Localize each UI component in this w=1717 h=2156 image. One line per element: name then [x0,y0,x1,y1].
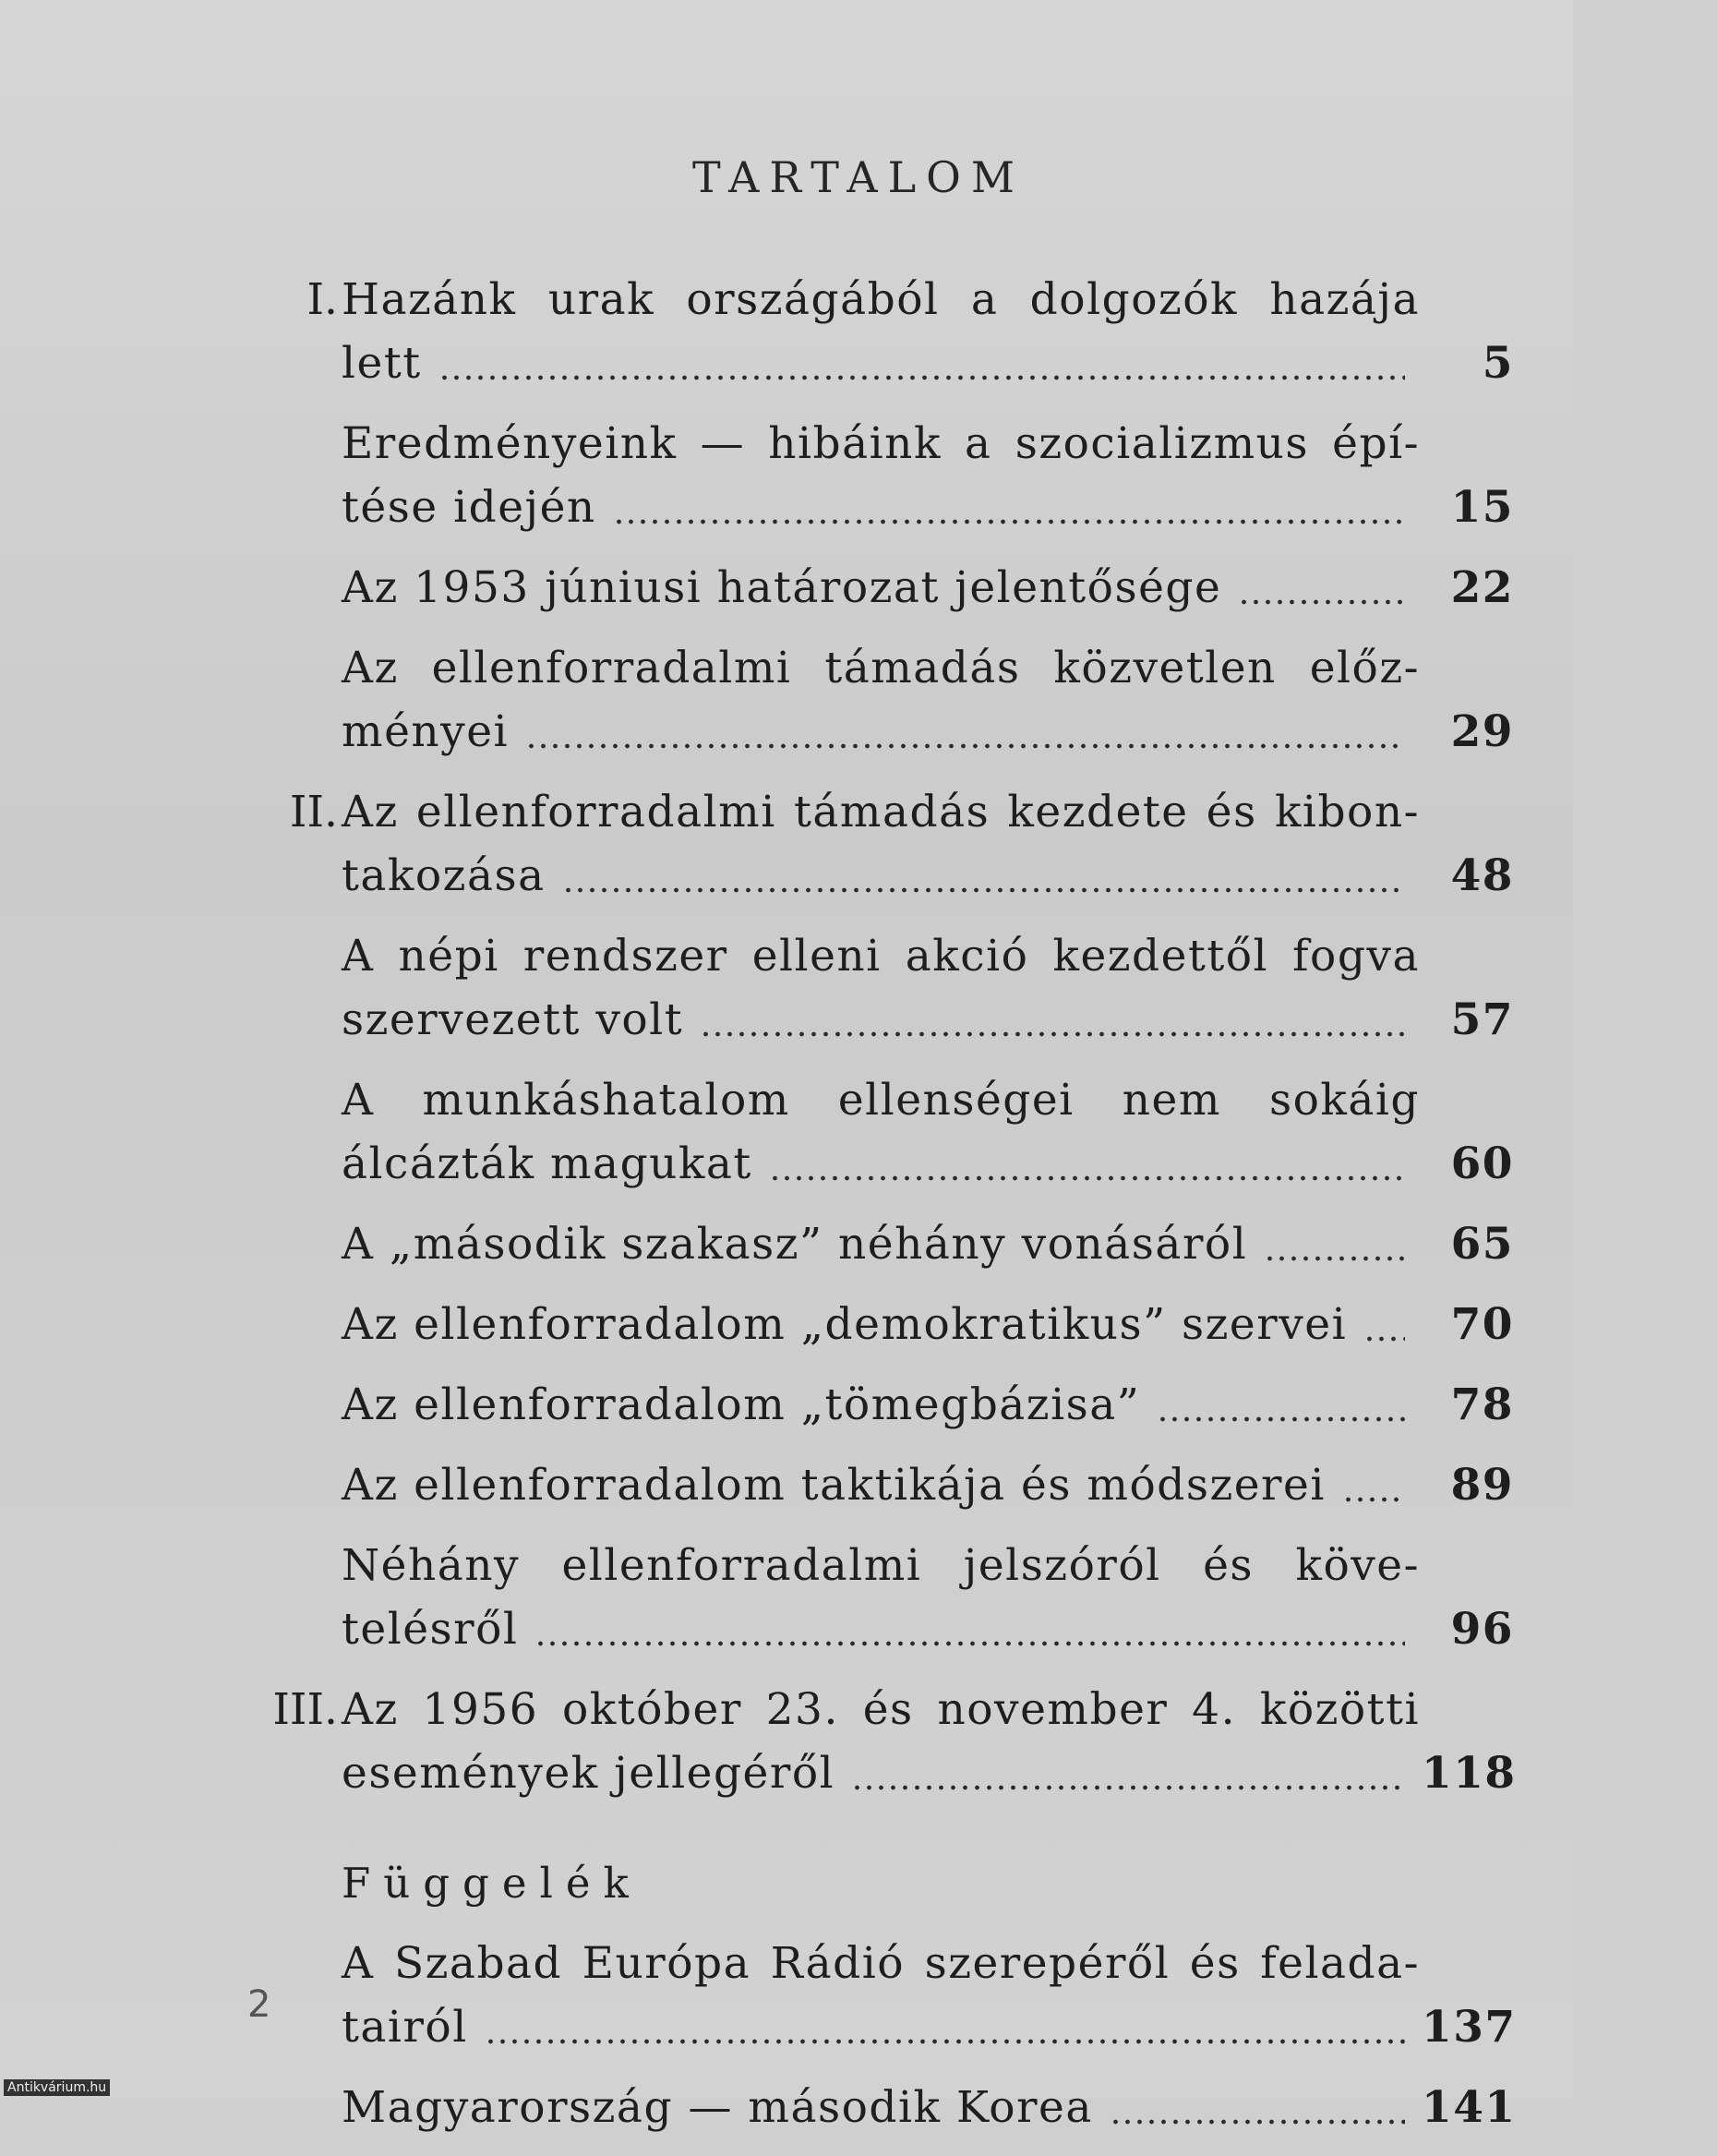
entry-title-line: tairól [342,2002,468,2053]
toc-entry [249,1932,1517,2059]
dot-leader [438,375,1405,380]
dot-leader [525,743,1405,749]
page-number: 5 [1482,338,1514,389]
page-number: 141 [1422,2082,1517,2133]
page-number: 89 [1450,1460,1514,1511]
entry-title-line: takozása [342,850,546,901]
chapter-number: I. [306,274,338,325]
entry-title-line: események jellegéről [342,1748,835,1799]
toc-entry [249,1373,1514,1437]
dot-leader [1238,599,1405,605]
dot-leader [700,1031,1405,1037]
entry-title-line: ményei [342,706,510,757]
dot-leader [485,2039,1405,2044]
dot-leader [851,1785,1405,1790]
entry-title-line: telésről [342,1604,519,1655]
toc-entry [249,2076,1517,2139]
page-number: 15 [1450,482,1514,533]
page-number: 48 [1450,850,1514,901]
appendix-heading: Függelék [342,1859,642,1908]
dot-leader [1157,1416,1405,1422]
toc-entry [249,1212,1514,1276]
toc-entry [249,1068,1514,1196]
entry-title-line: A népi rendszer elleni akció kezdettől fogva [342,931,1420,982]
dot-leader [562,887,1405,893]
toc-entry [249,924,1514,1052]
watermark: Antikvárium.hu [4,2079,110,2096]
dot-leader [613,519,1405,524]
toc-entry [249,412,1514,539]
dot-leader [769,1175,1405,1181]
page-title: TARTALOM [692,152,1025,202]
page-number: 29 [1450,706,1514,757]
entry-title-line: álcázták magukat [342,1138,752,1189]
page-number: 60 [1450,1138,1514,1189]
page-number: 137 [1422,2002,1517,2053]
toc-entry [249,780,1514,908]
toc-entry [249,556,1514,620]
table-of-contents [249,268,1517,2156]
entry-title-line: Az ellenforradalmi támadás kezdete és kibon- [342,787,1420,837]
toc-entry [249,1678,1517,1805]
page-number: 70 [1450,1299,1514,1350]
dot-leader [534,1641,1405,1646]
toc-entry [249,268,1514,395]
entry-title-line: Néhány ellenforradalmi jelszóról és köve- [342,1540,1420,1591]
entry-title-line: Hazánk urak országából a dolgozók hazája [342,274,1420,325]
entry-title-line: Eredményeink — hibáink a szocializmus épí- [342,418,1420,469]
entry-title-line: Magyarország — második Korea [342,2082,1093,2133]
dot-leader [1264,1256,1405,1261]
toc-entry [249,1534,1514,1661]
page-number: 118 [1422,1748,1517,1799]
dot-leader [1342,1497,1405,1502]
entry-title-line: Az 1956 október 23. és november 4. közötti [342,1684,1420,1735]
toc-entry [249,1453,1514,1517]
dot-leader [1110,2119,1405,2125]
dot-leader [1363,1336,1405,1342]
page-number: 78 [1450,1379,1514,1430]
toc-entry [249,1293,1514,1356]
page-number: 57 [1450,994,1514,1045]
entry-title-line: lett [342,338,422,389]
entry-title-line: Az 1953 júniusi határozat jelentősége [342,562,1222,613]
entry-title-line: Az ellenforradalmi támadás közvetlen előz- [342,643,1420,693]
page-folio: 2 [247,1983,271,2026]
entry-title-line: A „második szakasz” néhány vonásáról [342,1219,1248,1270]
entry-title-line: Az ellenforradalom taktikája és módszerei [342,1460,1326,1511]
page-number: 96 [1450,1604,1514,1655]
entry-title-line: A Szabad Európa Rádió szerepéről és felada- [342,1938,1420,1989]
toc-entry [249,636,1514,764]
chapter-number: III. [272,1684,338,1735]
page-number: 65 [1450,1219,1514,1270]
entry-title-line: tése idején [342,482,596,533]
entry-title-line: Az ellenforradalom „demokratikus” szervei [342,1299,1348,1350]
entry-title-line: szervezett volt [342,994,684,1045]
entry-title-line: Az ellenforradalom „tömegbázisa” [342,1379,1141,1430]
chapter-number: II. [289,787,338,837]
page-number: 22 [1450,562,1514,613]
entry-title-line: A munkáshatalom ellenségei nem sokáig [342,1075,1420,1126]
